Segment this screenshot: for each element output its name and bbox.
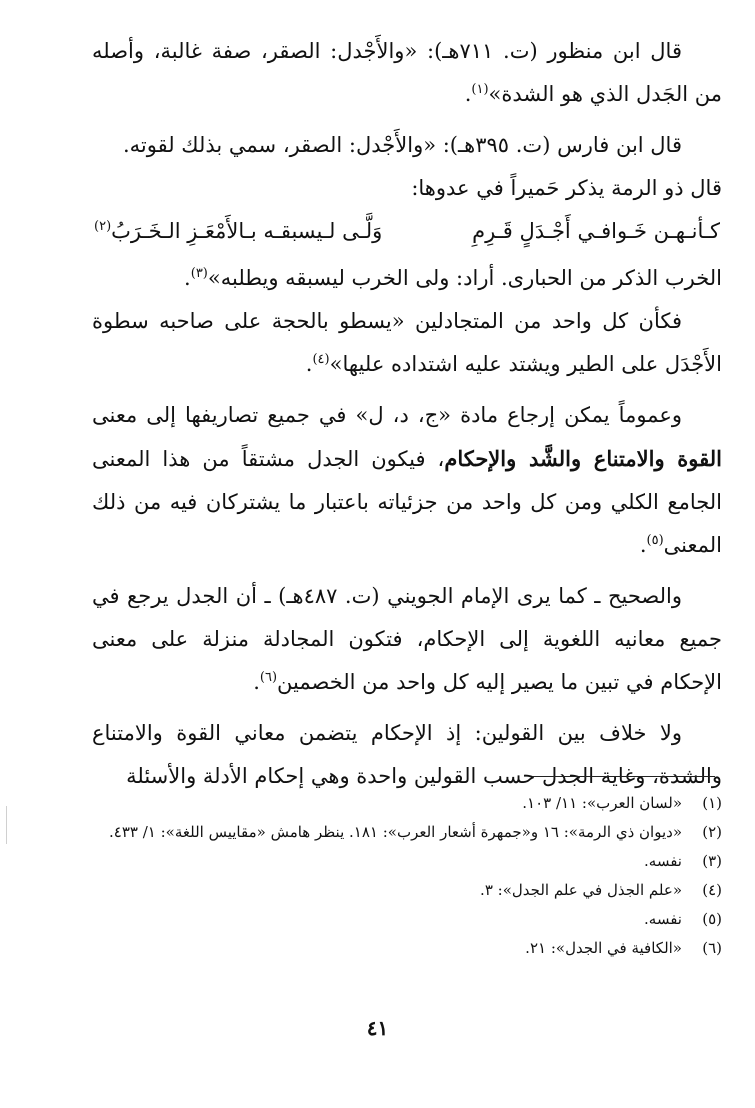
footnote-text: «علم الجذل في علم الجدل»: ٣.: [480, 881, 682, 899]
paragraph-ibn-manzur: قال ابن منظور (ت. ٧١١هـ): «والأَجْدل: الصقر، صفة غالبة، وأصله من الجَدل الذي هو الشدة»$^{(١)}$.: [92, 39, 722, 106]
footnote-text: نفسه.: [644, 852, 682, 870]
footnote-text: «لسان العرب»: ١١/ ١٠٣.: [522, 794, 682, 812]
footnote-text: «ديوان ذي الرمة»: ١٦ و«جمهرة أشعار العرب»: ١٨١. ينظر هامش «مقاييس اللغة»: ١/ ٤٣٣.: [109, 823, 682, 841]
footnote-item: [40, 935, 722, 961]
footnote-ref: (٢): [94, 219, 112, 234]
paragraph-text: وعموماً يمكن إرجاع مادة «ج، د، ل» في جميع تصاريفها إلى معنى: [92, 403, 682, 427]
paragraph-mutajadilin: فكأن كل واحد من المتجادلين «يسطو بالحجة على صاحبه سطوة الأَجْدَل على الطير ويشتد عليه اشتداده عليها»$^{(٤)}$.: [92, 309, 722, 376]
footnote-number: (٦): [702, 939, 722, 957]
paragraph-text: فكأن كل واحد من المتجادلين «يسطو بالحجة على صاحبه سطوة الأَجْدَل على الطير ويشتد عليه اشتداده عليها»: [92, 309, 722, 376]
bold-phrase: القوة والامتناع والشَّد والإحكام: [444, 446, 722, 471]
paragraph-text: ولا خلاف بين القولين: إذ الإحكام يتضمن معاني القوة والامتناع والشدة، وغاية الجدل حسب القولين واحدة وهي إحكام الأدلة والأسئلة: [92, 721, 722, 788]
page-number: ٤١: [366, 1016, 389, 1040]
paragraph-kharab: الخرب الذكر من الحبارى. أراد: ولى الخرب ليسبقه ويطلبه»$^{(٣)}$.: [184, 266, 722, 290]
paragraph-ibn-faris: [92, 124, 722, 167]
footnote-text: نفسه.: [644, 910, 682, 928]
footnote-ref: (٦): [259, 670, 278, 685]
footnote-item: [40, 877, 722, 903]
paragraph-no-disagreement: [92, 712, 722, 798]
paragraph-text: قال ابن فارس (ت. ٣٩٥هـ): «والأَجْدل: الصقر، سمي بذلك لقوته.: [122, 133, 682, 157]
footnote-number: (٢): [702, 823, 722, 841]
scan-edge-mark: [6, 806, 7, 844]
footnote-item: [40, 790, 722, 816]
paragraph-text: والصحيح ـ كما يرى الإمام الجويني (ت. ٤٨٧هـ) ـ أن الجدل يرجع في جميع معانيه اللغوية إلى الإحكام، فتكون المجادلة منزلة على معنى الإحكام في تبين ما يصير إليه كل واحد من الخصمين: [92, 584, 722, 694]
footnote-number: (٣): [702, 852, 722, 870]
footnotes: [40, 790, 722, 964]
footnote-ref: (٤): [312, 352, 330, 367]
verse-first-hemistich: كـأنـهـن خَـوافـي أَجْـدَلٍ قَـرِمِ: [472, 219, 720, 243]
footnote-text: «الكافية في الجدل»: ٢١.: [525, 939, 682, 957]
verse-second-hemistich: [94, 210, 382, 253]
poetry-verse: [92, 210, 722, 253]
paragraph-text: قال ذو الرمة يذكر حَميراً في عدوها:: [411, 176, 722, 200]
footnote-ref: (١): [471, 82, 489, 97]
main-text: [92, 30, 722, 806]
footnote-ref: (٥): [646, 533, 664, 548]
paragraph-text: الخرب الذكر من الحبارى. أراد: ولى الخرب ليسبقه ويطلبه»: [207, 266, 722, 290]
verse-second-text: وَلَّـى لـيسبقـه بـالأَمْعَـزِ الـخَـرَبُ: [111, 219, 383, 243]
paragraph-dhu-al-rumma: [92, 167, 722, 210]
paragraph-juwayni: والصحيح ـ كما يرى الإمام الجويني (ت. ٤٨٧هـ) ـ أن الجدل يرجع في جميع معانيه اللغوية إلى الإحكام، فتكون المجادلة منزلة على معنى الإحكام في تبين ما يصير إليه كل واحد من الخصمين$^{(٦)}$.: [92, 584, 722, 694]
footnote-item: [40, 848, 722, 874]
paragraph-text: قال ابن منظور (ت. ٧١١هـ): «والأَجْدل: الصقر، صفة غالبة، وأصله من الجَدل الذي هو الشدة»: [92, 39, 722, 106]
footnote-number: (٤): [702, 881, 722, 899]
footnote-number: (١): [702, 794, 722, 812]
footnote-number: (٥): [702, 910, 722, 928]
footnote-item: [40, 906, 722, 932]
paragraph-text: ، فيكون الجدل مشتقاً من هذا المعنى الجامع الكلي ومن كل واحد من جزئياته باعتبار ما يشتركان فيه من ذلك المعنى: [92, 447, 722, 557]
footnote-item: [40, 819, 722, 845]
footnote-separator: [532, 776, 715, 777]
footnote-ref: (٣): [190, 266, 208, 281]
paragraph-root-meaning: وعموماً يمكن إرجاع مادة «ج، د، ل» في جميع تصاريفها إلى معنى القوة والامتناع والشَّد والإحكام، فيكون الجدل مشتقاً من هذا المعنى الجامع الكلي ومن كل واحد من جزئياته باعتبار ما يشتركان فيه من ذلك المعنى$^{(٥)}$.: [92, 403, 722, 557]
